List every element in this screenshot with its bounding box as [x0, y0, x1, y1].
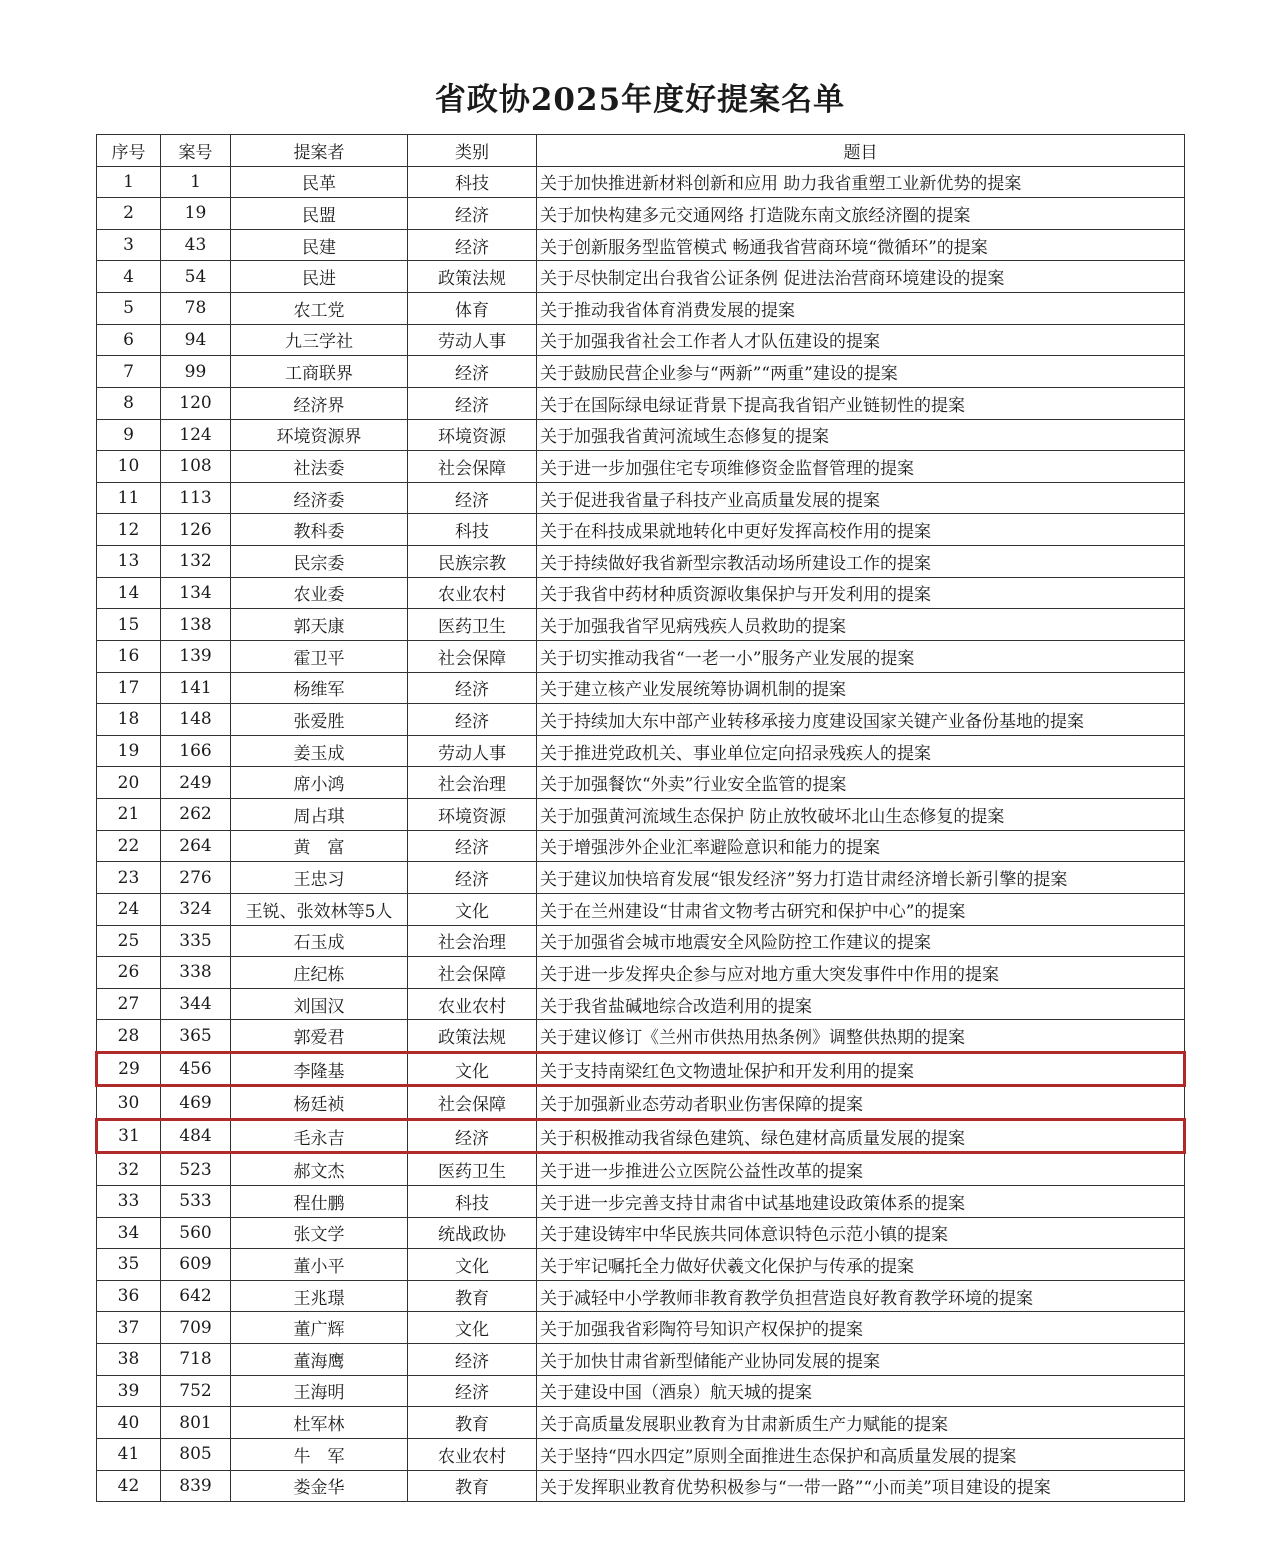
cell-case-no: 141: [161, 672, 231, 704]
cell-index: 20: [97, 767, 161, 799]
cell-case-no: 469: [161, 1086, 231, 1120]
table-row: [97, 1052, 1185, 1086]
cell-case-no: 78: [161, 293, 231, 325]
table-row: [97, 893, 1185, 925]
cell-case-no: 609: [161, 1249, 231, 1281]
cell-case-no: 718: [161, 1344, 231, 1376]
cell-index: 11: [97, 482, 161, 514]
cell-category: 科技: [408, 514, 537, 546]
cell-case-no: 120: [161, 387, 231, 419]
table-row: [97, 1438, 1185, 1470]
cell-case-no: 43: [161, 229, 231, 261]
cell-proposer: 霍卫平: [231, 640, 408, 672]
cell-proposer: 周占琪: [231, 799, 408, 831]
cell-index: 37: [97, 1312, 161, 1344]
cell-category: 经济: [408, 862, 537, 894]
cell-index: 36: [97, 1280, 161, 1312]
table-row: [97, 198, 1185, 230]
cell-category: 教育: [408, 1470, 537, 1502]
cell-topic: 关于加强黄河流域生态保护 防止放牧破坏北山生态修复的提案: [537, 799, 1185, 831]
cell-index: 14: [97, 577, 161, 609]
table-row: [97, 451, 1185, 483]
cell-topic: 关于牢记嘱托全力做好伏羲文化保护与传承的提案: [537, 1249, 1185, 1281]
table-row: [97, 324, 1185, 356]
cell-index: 17: [97, 672, 161, 704]
cell-proposer: 姜玉成: [231, 735, 408, 767]
cell-topic: 关于建立核产业发展统筹协调机制的提案: [537, 672, 1185, 704]
cell-proposer: 九三学社: [231, 324, 408, 356]
cell-index: 40: [97, 1407, 161, 1439]
cell-index: 41: [97, 1438, 161, 1470]
cell-category: 环境资源: [408, 799, 537, 831]
cell-proposer: 毛永吉: [231, 1119, 408, 1153]
cell-category: 医药卫生: [408, 1153, 537, 1186]
table-row: [97, 1185, 1185, 1217]
cell-topic: 关于推动我省体育消费发展的提案: [537, 293, 1185, 325]
page-title: 省政协2025年度好提案名单: [434, 82, 846, 118]
cell-case-no: 338: [161, 957, 231, 989]
header-topic: 题目: [537, 135, 1185, 167]
table-body: [97, 166, 1185, 1502]
cell-index: 42: [97, 1470, 161, 1502]
cell-category: 经济: [408, 1344, 537, 1376]
cell-index: 35: [97, 1249, 161, 1281]
cell-topic: 关于加强省会城市地震安全风险防控工作建议的提案: [537, 925, 1185, 957]
cell-topic: 关于我省中药材种质资源收集保护与开发利用的提案: [537, 577, 1185, 609]
cell-case-no: 108: [161, 451, 231, 483]
cell-category: 社会治理: [408, 767, 537, 799]
cell-case-no: 138: [161, 609, 231, 641]
cell-index: 18: [97, 704, 161, 736]
cell-topic: 关于加强我省罕见病残疾人员救助的提案: [537, 609, 1185, 641]
cell-topic: 关于鼓励民营企业参与“两新”“两重”建设的提案: [537, 356, 1185, 388]
cell-category: 教育: [408, 1407, 537, 1439]
cell-proposer: 民进: [231, 261, 408, 293]
cell-index: 9: [97, 419, 161, 451]
cell-topic: 关于加强我省黄河流域生态修复的提案: [537, 419, 1185, 451]
cell-category: 社会保障: [408, 451, 537, 483]
table-row: [97, 293, 1185, 325]
cell-category: 教育: [408, 1280, 537, 1312]
cell-index: 38: [97, 1344, 161, 1376]
cell-category: 劳动人事: [408, 324, 537, 356]
cell-case-no: 484: [161, 1119, 231, 1153]
cell-index: 31: [97, 1119, 161, 1153]
table-row: [97, 925, 1185, 957]
cell-proposer: 农业委: [231, 577, 408, 609]
table-row: [97, 482, 1185, 514]
table-row: [97, 735, 1185, 767]
cell-case-no: 134: [161, 577, 231, 609]
cell-case-no: 456: [161, 1052, 231, 1086]
table-row: [97, 1119, 1185, 1153]
cell-category: 文化: [408, 1312, 537, 1344]
cell-case-no: 335: [161, 925, 231, 957]
cell-case-no: 19: [161, 198, 231, 230]
cell-case-no: 262: [161, 799, 231, 831]
cell-topic: 关于坚持“四水四定”原则全面推进生态保护和高质量发展的提案: [537, 1438, 1185, 1470]
cell-category: 体育: [408, 293, 537, 325]
cell-proposer: 郭天康: [231, 609, 408, 641]
cell-index: 19: [97, 735, 161, 767]
header-proposer: 提案者: [231, 135, 408, 167]
cell-case-no: 94: [161, 324, 231, 356]
cell-topic: 关于尽快制定出台我省公证条例 促进法治营商环境建设的提案: [537, 261, 1185, 293]
table-row: [97, 609, 1185, 641]
cell-case-no: 560: [161, 1217, 231, 1249]
cell-case-no: 264: [161, 830, 231, 862]
cell-topic: 关于加快推进新材料创新和应用 助力我省重塑工业新优势的提案: [537, 166, 1185, 198]
table-row: [97, 577, 1185, 609]
cell-category: 经济: [408, 1119, 537, 1153]
cell-case-no: 839: [161, 1470, 231, 1502]
cell-topic: 关于加快构建多元交通网络 打造陇东南文旅经济圈的提案: [537, 198, 1185, 230]
table-row: [97, 830, 1185, 862]
cell-topic: 关于创新服务型监管模式 畅通我省营商环境“微循环”的提案: [537, 229, 1185, 261]
cell-topic: 关于进一步发挥央企参与应对地方重大突发事件中作用的提案: [537, 957, 1185, 989]
cell-case-no: 709: [161, 1312, 231, 1344]
cell-proposer: 张爱胜: [231, 704, 408, 736]
table-row: [97, 387, 1185, 419]
cell-category: 社会保障: [408, 1086, 537, 1120]
cell-topic: 关于在科技成果就地转化中更好发挥高校作用的提案: [537, 514, 1185, 546]
cell-index: 12: [97, 514, 161, 546]
cell-category: 医药卫生: [408, 609, 537, 641]
cell-index: 3: [97, 229, 161, 261]
cell-category: 政策法规: [408, 1020, 537, 1053]
cell-category: 经济: [408, 356, 537, 388]
cell-case-no: 166: [161, 735, 231, 767]
cell-index: 28: [97, 1020, 161, 1053]
cell-proposer: 李隆基: [231, 1052, 408, 1086]
cell-category: 农业农村: [408, 577, 537, 609]
cell-category: 科技: [408, 166, 537, 198]
cell-case-no: 365: [161, 1020, 231, 1053]
cell-index: 6: [97, 324, 161, 356]
cell-index: 24: [97, 893, 161, 925]
cell-proposer: 席小鸿: [231, 767, 408, 799]
table-row: [97, 957, 1185, 989]
cell-topic: 关于支持南梁红色文物遗址保护和开发利用的提案: [537, 1052, 1185, 1086]
table-row: [97, 1217, 1185, 1249]
cell-topic: 关于在国际绿电绿证背景下提高我省铝产业链韧性的提案: [537, 387, 1185, 419]
cell-case-no: 54: [161, 261, 231, 293]
cell-category: 文化: [408, 1249, 537, 1281]
cell-index: 30: [97, 1086, 161, 1120]
cell-topic: 关于加强餐饮“外卖”行业安全监管的提案: [537, 767, 1185, 799]
cell-case-no: 126: [161, 514, 231, 546]
cell-category: 文化: [408, 1052, 537, 1086]
cell-index: 32: [97, 1153, 161, 1186]
cell-proposer: 杨维军: [231, 672, 408, 704]
cell-proposer: 董广辉: [231, 1312, 408, 1344]
table-row: [97, 1470, 1185, 1502]
table-row: [97, 229, 1185, 261]
cell-topic: 关于加强新业态劳动者职业伤害保障的提案: [537, 1086, 1185, 1120]
cell-index: 7: [97, 356, 161, 388]
cell-proposer: 工商联界: [231, 356, 408, 388]
cell-topic: 关于进一步加强住宅专项维修资金监督管理的提案: [537, 451, 1185, 483]
cell-index: 25: [97, 925, 161, 957]
cell-topic: 关于建议加快培育发展“银发经济”努力打造甘肃经济增长新引擎的提案: [537, 862, 1185, 894]
table-row: [97, 1312, 1185, 1344]
cell-proposer: 程仕鹏: [231, 1185, 408, 1217]
cell-case-no: 139: [161, 640, 231, 672]
cell-category: 经济: [408, 387, 537, 419]
cell-category: 劳动人事: [408, 735, 537, 767]
table-row: [97, 799, 1185, 831]
cell-proposer: 董小平: [231, 1249, 408, 1281]
cell-case-no: 124: [161, 419, 231, 451]
cell-topic: 关于我省盐碱地综合改造利用的提案: [537, 988, 1185, 1020]
cell-topic: 关于建设铸牢中华民族共同体意识特色示范小镇的提案: [537, 1217, 1185, 1249]
cell-category: 经济: [408, 229, 537, 261]
cell-proposer: 杜军林: [231, 1407, 408, 1439]
cell-case-no: 1: [161, 166, 231, 198]
cell-proposer: 庄纪栋: [231, 957, 408, 989]
table-row: [97, 356, 1185, 388]
cell-category: 民族宗教: [408, 546, 537, 578]
cell-topic: 关于积极推动我省绿色建筑、绿色建材高质量发展的提案: [537, 1119, 1185, 1153]
cell-index: 27: [97, 988, 161, 1020]
header-case-no: 案号: [161, 135, 231, 167]
table-row: [97, 1375, 1185, 1407]
cell-index: 22: [97, 830, 161, 862]
cell-index: 33: [97, 1185, 161, 1217]
cell-proposer: 农工党: [231, 293, 408, 325]
cell-proposer: 民盟: [231, 198, 408, 230]
cell-index: 16: [97, 640, 161, 672]
cell-proposer: 刘国汉: [231, 988, 408, 1020]
table-row: [97, 514, 1185, 546]
table-row: [97, 546, 1185, 578]
cell-case-no: 276: [161, 862, 231, 894]
table-header-row: [97, 135, 1185, 167]
cell-category: 政策法规: [408, 261, 537, 293]
cell-category: 经济: [408, 198, 537, 230]
table-row: [97, 1086, 1185, 1120]
cell-category: 文化: [408, 893, 537, 925]
cell-case-no: 113: [161, 482, 231, 514]
table-row: [97, 1249, 1185, 1281]
cell-topic: 关于减轻中小学教师非教育教学负担营造良好教育教学环境的提案: [537, 1280, 1185, 1312]
cell-topic: 关于高质量发展职业教育为甘肃新质生产力赋能的提案: [537, 1407, 1185, 1439]
cell-proposer: 经济界: [231, 387, 408, 419]
cell-proposer: 娄金华: [231, 1470, 408, 1502]
header-index: 序号: [97, 135, 161, 167]
table-row: [97, 419, 1185, 451]
table-row: [97, 1280, 1185, 1312]
cell-case-no: 642: [161, 1280, 231, 1312]
cell-case-no: 805: [161, 1438, 231, 1470]
cell-proposer: 民建: [231, 229, 408, 261]
cell-proposer: 民宗委: [231, 546, 408, 578]
cell-category: 社会保障: [408, 957, 537, 989]
table-row: [97, 1020, 1185, 1053]
cell-index: 15: [97, 609, 161, 641]
cell-index: 13: [97, 546, 161, 578]
cell-category: 经济: [408, 672, 537, 704]
cell-category: 经济: [408, 482, 537, 514]
table-row: [97, 862, 1185, 894]
cell-topic: 关于推进党政机关、事业单位定向招录残疾人的提案: [537, 735, 1185, 767]
cell-index: 29: [97, 1052, 161, 1086]
cell-category: 农业农村: [408, 988, 537, 1020]
cell-proposer: 牛 军: [231, 1438, 408, 1470]
cell-proposer: 民革: [231, 166, 408, 198]
cell-category: 社会保障: [408, 640, 537, 672]
cell-topic: 关于持续加大东中部产业转移承接力度建设国家关键产业备份基地的提案: [537, 704, 1185, 736]
cell-proposer: 王锐、张效林等5人: [231, 893, 408, 925]
cell-proposer: 教科委: [231, 514, 408, 546]
cell-proposer: 董海鹰: [231, 1344, 408, 1376]
cell-index: 26: [97, 957, 161, 989]
cell-proposer: 郝文杰: [231, 1153, 408, 1186]
cell-topic: 关于发挥职业教育优势积极参与“一带一路”“小而美”项目建设的提案: [537, 1470, 1185, 1502]
table-row: [97, 767, 1185, 799]
table-row: [97, 672, 1185, 704]
cell-proposer: 环境资源界: [231, 419, 408, 451]
cell-index: 1: [97, 166, 161, 198]
cell-index: 39: [97, 1375, 161, 1407]
cell-index: 10: [97, 451, 161, 483]
cell-proposer: 王忠习: [231, 862, 408, 894]
cell-index: 5: [97, 293, 161, 325]
cell-topic: 关于持续做好我省新型宗教活动场所建设工作的提案: [537, 546, 1185, 578]
cell-category: 科技: [408, 1185, 537, 1217]
table-row: [97, 1407, 1185, 1439]
cell-index: 23: [97, 862, 161, 894]
cell-category: 经济: [408, 704, 537, 736]
table-row: [97, 261, 1185, 293]
cell-case-no: 752: [161, 1375, 231, 1407]
table-row: [97, 166, 1185, 198]
cell-case-no: 99: [161, 356, 231, 388]
cell-case-no: 132: [161, 546, 231, 578]
cell-topic: 关于加快甘肃省新型储能产业协同发展的提案: [537, 1344, 1185, 1376]
cell-category: 环境资源: [408, 419, 537, 451]
cell-proposer: 张文学: [231, 1217, 408, 1249]
cell-category: 统战政协: [408, 1217, 537, 1249]
proposal-table: [95, 134, 1183, 1502]
cell-index: 8: [97, 387, 161, 419]
table-row: [97, 988, 1185, 1020]
cell-category: 经济: [408, 830, 537, 862]
cell-category: 社会治理: [408, 925, 537, 957]
cell-topic: 关于进一步完善支持甘肃省中试基地建设政策体系的提案: [537, 1185, 1185, 1217]
table-row: [97, 640, 1185, 672]
cell-category: 农业农村: [408, 1438, 537, 1470]
cell-case-no: 344: [161, 988, 231, 1020]
table-row: [97, 1344, 1185, 1376]
cell-topic: 关于建设中国（酒泉）航天城的提案: [537, 1375, 1185, 1407]
cell-topic: 关于加强我省彩陶符号知识产权保护的提案: [537, 1312, 1185, 1344]
cell-topic: 关于在兰州建设“甘肃省文物考古研究和保护中心”的提案: [537, 893, 1185, 925]
cell-proposer: 社法委: [231, 451, 408, 483]
cell-proposer: 黄 富: [231, 830, 408, 862]
cell-proposer: 石玉成: [231, 925, 408, 957]
cell-proposer: 王海明: [231, 1375, 408, 1407]
cell-case-no: 533: [161, 1185, 231, 1217]
cell-case-no: 801: [161, 1407, 231, 1439]
cell-category: 经济: [408, 1375, 537, 1407]
cell-case-no: 324: [161, 893, 231, 925]
cell-topic: 关于促进我省量子科技产业高质量发展的提案: [537, 482, 1185, 514]
cell-proposer: 郭爱君: [231, 1020, 408, 1053]
table-row: [97, 704, 1185, 736]
cell-case-no: 523: [161, 1153, 231, 1186]
cell-topic: 关于增强涉外企业汇率避险意识和能力的提案: [537, 830, 1185, 862]
cell-proposer: 经济委: [231, 482, 408, 514]
cell-case-no: 148: [161, 704, 231, 736]
cell-topic: 关于进一步推进公立医院公益性改革的提案: [537, 1153, 1185, 1186]
cell-case-no: 249: [161, 767, 231, 799]
cell-proposer: 杨廷祯: [231, 1086, 408, 1120]
cell-topic: 关于加强我省社会工作者人才队伍建设的提案: [537, 324, 1185, 356]
cell-index: 34: [97, 1217, 161, 1249]
cell-topic: 关于切实推动我省“一老一小”服务产业发展的提案: [537, 640, 1185, 672]
cell-index: 21: [97, 799, 161, 831]
cell-index: 2: [97, 198, 161, 230]
table-row: [97, 1153, 1185, 1186]
cell-index: 4: [97, 261, 161, 293]
header-category: 类别: [408, 135, 537, 167]
cell-proposer: 王兆璟: [231, 1280, 408, 1312]
cell-topic: 关于建议修订《兰州市供热用热条例》调整供热期的提案: [537, 1020, 1185, 1053]
